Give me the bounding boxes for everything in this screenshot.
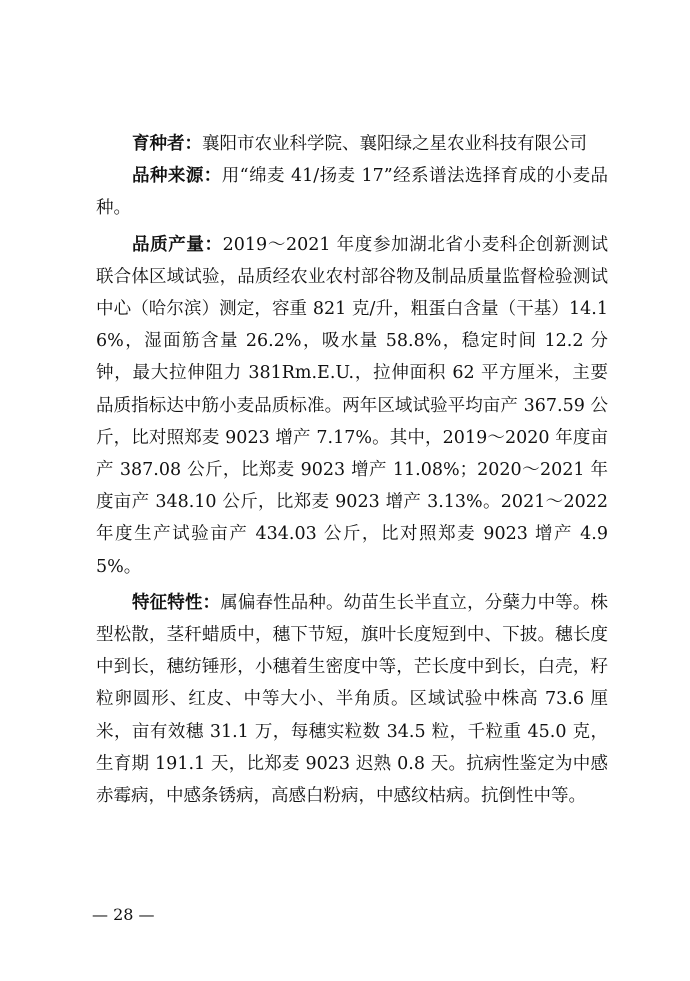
quality-yield-text: 2019～2021 年度参加湖北省小麦科企创新测试联合体区域试验，品质经农业农村部谷物及制品质量监督检验测试中心（哈尔滨）测定，容重 821 克/升，粗蛋白含量（干基）14.16%，湿面筋含量 26.2%，吸水量 58.8%，稳定时间 12.2 分钟，最大拉伸阻力 381Rm.E.U.，拉伸面积 62 平方厘米，主要品质指标达中筋小麦品质标准。两年区域试验平均亩产 367.59 公斤，比对照郑麦 9023 增产 7.17%。其中，2019～2020 年度亩产 387.08 公斤，比郑麦 9023 增产 11.08%；2020～2021 年度亩产 348.10 公斤，比郑麦 9023 增产 3.13%。2021～2022 年度生产试验亩产 434.03 公斤，比对照郑麦 9023 增产 4.95%。 bbox=[96, 234, 608, 577]
breeder-text: 襄阳市农业科学院、襄阳绿之星农业科技有限公司 bbox=[202, 134, 587, 154]
quality-yield-label: 品质产量： bbox=[132, 234, 223, 255]
breeder-label: 育种者： bbox=[132, 134, 202, 154]
characteristics-paragraph bbox=[96, 587, 608, 812]
characteristics-text: 属偏春性品种。幼苗生长半直立，分蘖力中等。株型松散，茎秆蜡质中，穗下节短，旗叶长度短到中、下披。穗长度中到长，穗纺锤形，小穗着生密度中等，芒长度中到长，白壳，籽粒卵圆形、红皮、中等大小、半角质。区域试验中株高 73.6 厘米，亩有效穗 31.1 万，每穗实粒数 34.5 粒，千粒重 45.0 克，生育期 191.1 天，比郑麦 9023 迟熟 0.8 天。抗病性鉴定为中感赤霉病，中感条锈病，高感白粉病，中感纹枯病。抗倒性中等。 bbox=[96, 592, 609, 807]
breeder-paragraph bbox=[96, 128, 608, 160]
quality-yield-paragraph bbox=[96, 229, 608, 583]
characteristics-label: 特征特性： bbox=[132, 592, 221, 613]
variety-source-text: 用“绵麦 41/扬麦 17”经系谱法选择育成的小麦品种。 bbox=[96, 166, 609, 219]
document-body bbox=[96, 128, 608, 812]
variety-source-paragraph bbox=[96, 160, 608, 224]
variety-source-label: 品种来源： bbox=[132, 166, 222, 187]
page-number: — 28 — bbox=[92, 905, 155, 924]
